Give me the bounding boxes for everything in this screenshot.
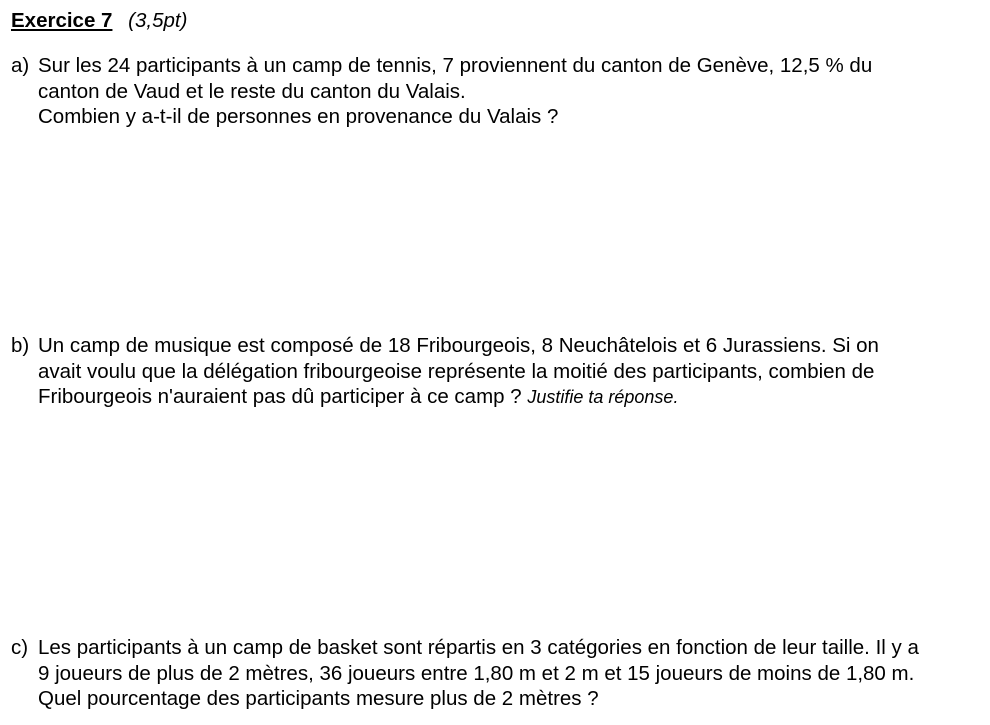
- question-c-line-1: Les participants à un camp de basket sont répartis en 3 catégories en fonction de leur taille. Il y a: [38, 636, 919, 659]
- question-c-line-3: Quel pourcentage des participants mesure plus de 2 mètres ?: [38, 687, 599, 710]
- question-b-line-3: [38, 384, 879, 411]
- question-a-letter: a): [11, 54, 30, 77]
- question-b-letter: b): [11, 334, 30, 357]
- exercise-title: Exercice 7: [11, 9, 113, 32]
- exercise-header: [11, 8, 187, 34]
- question-c-letter: c): [11, 636, 29, 659]
- question-b-line-3-text: Fribourgeois n'auraient pas dû participer à ce camp ?: [38, 385, 522, 408]
- question-b-text: [38, 333, 879, 411]
- question-b-justify-note: Justifie ta réponse.: [527, 387, 679, 407]
- question-c-line-2: 9 joueurs de plus de 2 mètres, 36 joueurs entre 1,80 m et 2 m et 15 joueurs de moins de 1,80 m.: [38, 661, 915, 685]
- question-b-line-2: avait voulu que la délégation fribourgeoise représente la moitié des participants, combien de: [38, 359, 875, 383]
- question-b-line-1: Un camp de musique est composé de 18 Fribourgeois, 8 Neuchâtelois et 6 Jurassiens. Si on: [38, 334, 879, 357]
- question-a-line-3: Combien y a-t-il de personnes en provenance du Valais ?: [38, 105, 559, 128]
- question-a-line-1: Sur les 24 participants à un camp de tennis, 7 proviennent du canton de Genève, 12,5 % du: [38, 54, 873, 77]
- question-a-line-2: canton de Vaud et le reste du canton du Valais.: [38, 79, 466, 103]
- question-c-text: [38, 635, 919, 712]
- question-a-text: [38, 53, 872, 130]
- exercise-points: (3,5pt): [128, 9, 188, 32]
